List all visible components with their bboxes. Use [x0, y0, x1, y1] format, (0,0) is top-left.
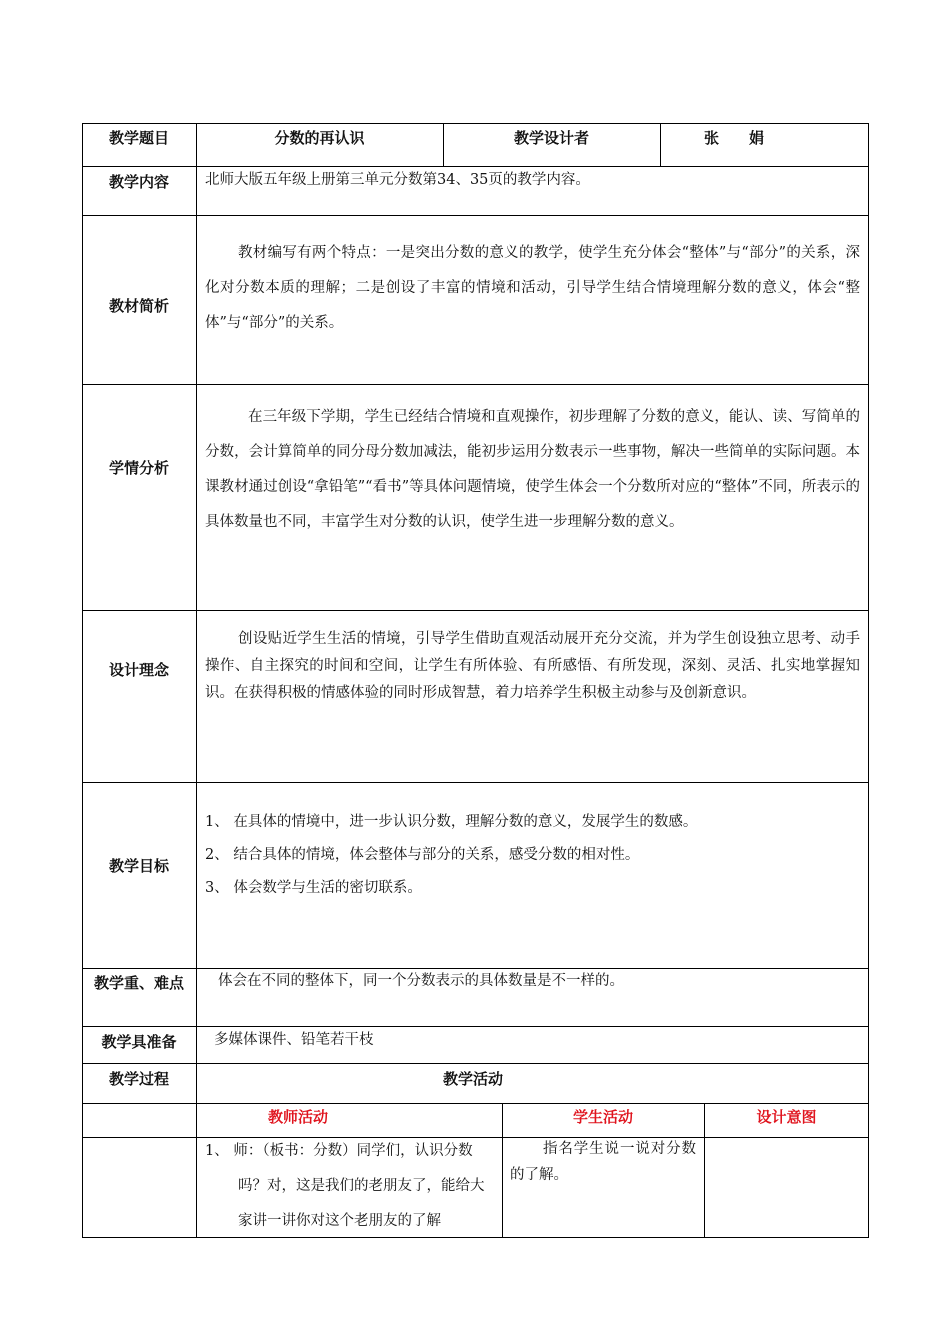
process-label: 教学过程 [108, 1070, 169, 1088]
activity-label: 教学活动 [442, 1070, 503, 1088]
concept-text: 创设贴近学生生活的情境，引导学生借助直观活动展开充分交流，并为学生创设独立思考、动手操作、自主探究的时间和空间，让学生有所体验、有所感悟、有所发现，深刻、灵活、扎实地掌握知识。在获得积极的情感体验的同时形成智慧，着力培养学生积极主动参与及创新意识。 [205, 631, 860, 701]
row-divider [82, 1063, 869, 1064]
prep-label: 教学具准备 [101, 1033, 177, 1051]
designer-label: 教学设计者 [513, 129, 589, 147]
row-divider [82, 610, 869, 611]
teacher-activity-text: 1、 师：（板书：分数）同学们，认识分数吗？对，这是我们的老朋友了，能给大家讲一讲你对这个老朋友的了解 [205, 1143, 485, 1229]
students-text: 在三年级下学期，学生已经结合情境和直观操作，初步理解了分数的意义，能认、读、写简单的分数，会计算简单的同分母分数加减法，能初步运用分数表示一些事物，解决一些简单的实际问题。本课教材通过创设“拿铅笔”“看书”等具体问题情境，使学生体会一个分数所对应的“整体”不同，所表示的具体数量也不同，丰富学生对分数的认识，使学生进一步理解分数的意义。 [205, 409, 860, 530]
material-text: 教材编写有两个特点：一是突出分数的意义的教学，使学生充分体会“整体”与“部分”的关系，深化对分数本质的理解；二是创设了丰富的情境和活动，引导学生结合情境理解分数的意义，体会“整体”与“部分”的关系。 [205, 245, 860, 331]
designer-value: 张 娟 [704, 129, 765, 147]
content-text: 北师大版五年级上册第三单元分数第34、35页的教学内容。 [205, 172, 590, 188]
row-divider [82, 215, 869, 216]
topic-label: 教学题目 [108, 129, 169, 147]
goal-item: 3、 体会数学与生活的密切联系。 [205, 880, 422, 896]
concept-label: 设计理念 [108, 661, 169, 679]
row-divider [82, 1103, 869, 1104]
students-label: 学情分析 [108, 459, 169, 477]
student-column-header: 学生活动 [572, 1108, 633, 1126]
intent-column-header: 设计意图 [756, 1108, 817, 1126]
goal-item: 2、 结合具体的情境，体会整体与部分的关系，感受分数的相对性。 [205, 847, 640, 863]
topic-value: 分数的再认识 [274, 129, 365, 147]
prep-text: 多媒体课件、铅笔若干枝 [214, 1032, 374, 1048]
row-divider [82, 782, 869, 783]
keypoints-text: 体会在不同的整体下，同一个分数表示的具体数量是不一样的。 [218, 973, 624, 989]
content-label: 教学内容 [108, 173, 169, 191]
row-divider [82, 384, 869, 385]
student-activity-text: 指名学生说一说对分数的了解。 [510, 1141, 696, 1183]
column-divider [660, 123, 661, 166]
teacher-column-header: 教师活动 [267, 1108, 328, 1126]
keypoints-label: 教学重、难点 [93, 974, 184, 992]
goals-label: 教学目标 [108, 857, 169, 875]
goal-item: 1、 在具体的情境中，进一步认识分数，理解分数的意义，发展学生的数感。 [205, 814, 698, 830]
material-label: 教材简析 [108, 297, 169, 315]
